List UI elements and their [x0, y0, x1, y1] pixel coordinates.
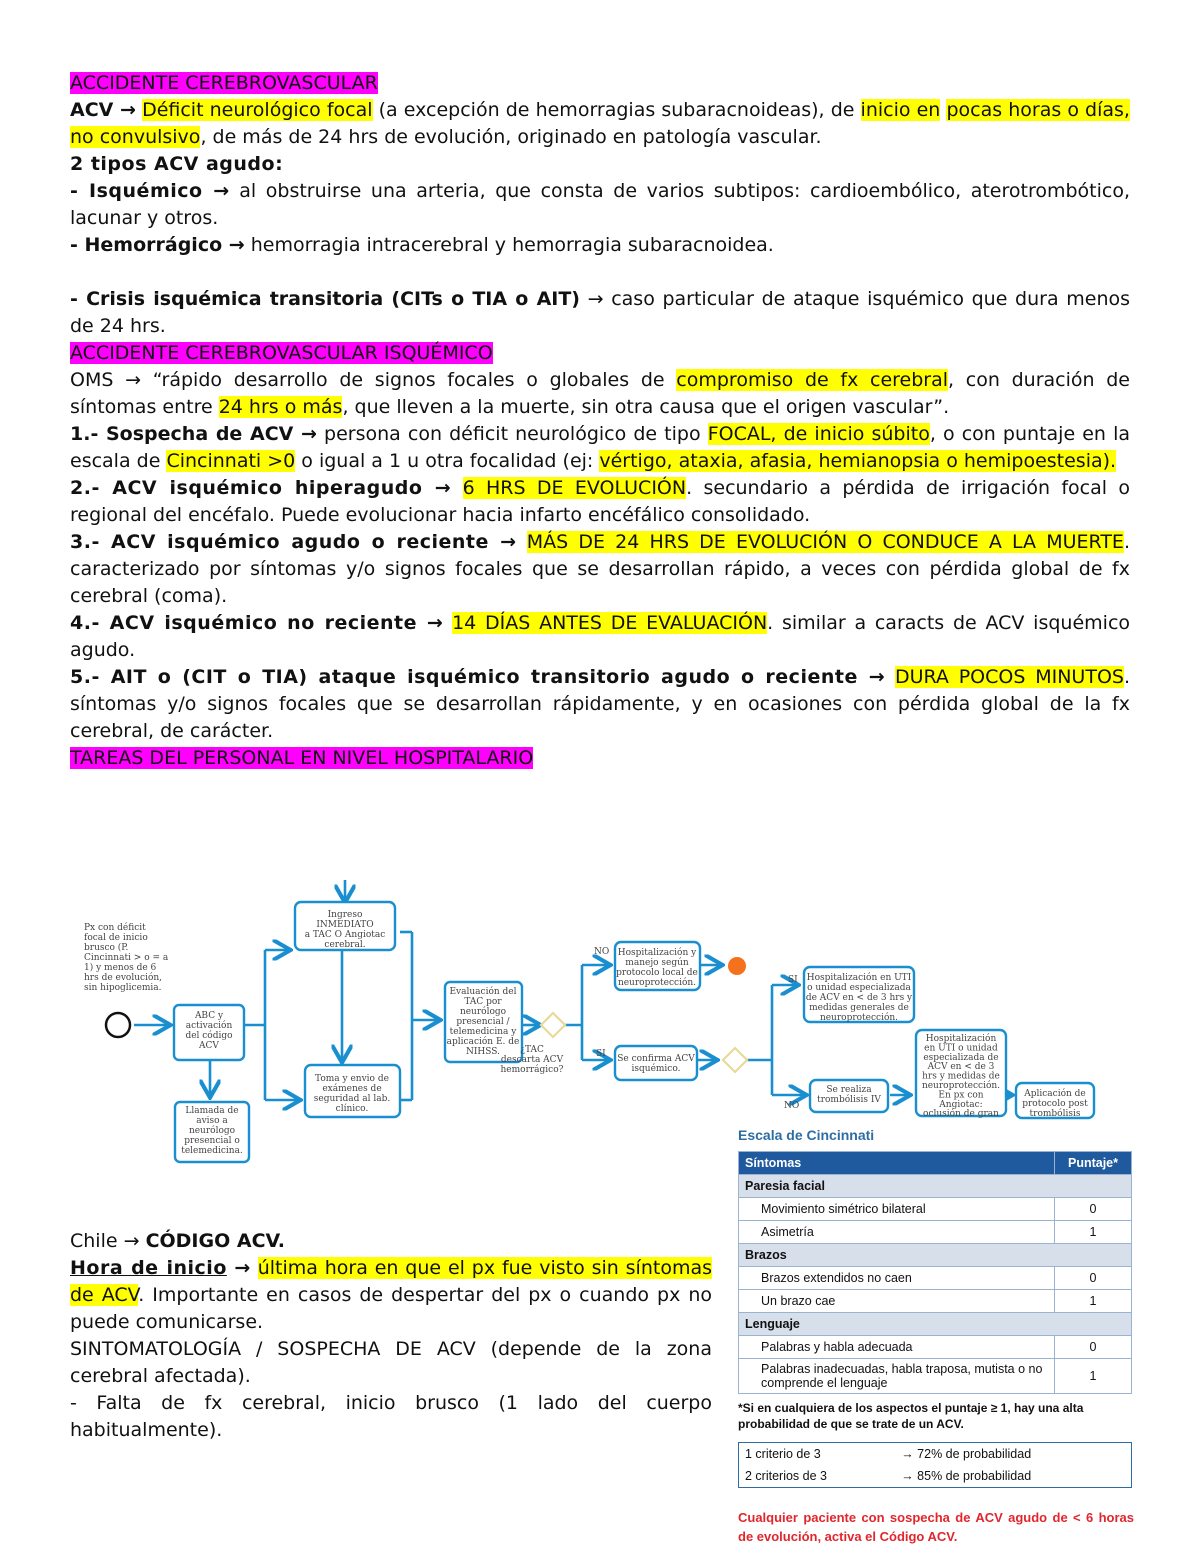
table-row: Palabras inadecuadas, habla traposa, mutista o no comprende el lenguaje [739, 1359, 1055, 1394]
flow-branch-no: NO [784, 1101, 800, 1111]
start-node [106, 1013, 130, 1037]
table-row: Palabras y habla adecuada [739, 1336, 1055, 1359]
hemorragico-line: - Hemorrágico → hemorragia intracerebral y hemorragia subaracnoidea. [70, 234, 774, 256]
flowchart [70, 870, 1130, 1170]
cincinnati-title: Escala de Cincinnati [738, 1127, 875, 1143]
flow-label-llamada: Llamada de aviso a neurólogo presencial o telemedicina. [181, 1106, 243, 1156]
table-row: Movimiento simétrico bilateral [739, 1198, 1055, 1221]
flow-branch-si: SI [788, 975, 798, 985]
table-row: 1 criterio de 3 [745, 1447, 821, 1461]
flow-label-hosp_uti2: Hospitalización en UTI o unidad especializada de ACV en < de 3 hrs y medidas de neuroprotección. En px con Angiotac: oclusión de gran [921, 1034, 1001, 1120]
main-text [70, 70, 1130, 772]
chile-line: Chile → CÓDIGO ACV. [70, 1230, 285, 1252]
bottom-text [70, 1228, 712, 1444]
cincinnati-panel [738, 1127, 1134, 1546]
flow-branch-si: SI [596, 1049, 606, 1059]
flow-label-q1: ¿TAC descarta ACV hemorrágico? [500, 1045, 564, 1075]
cincinnati-note: *Si en cualquiera de los aspectos el puntaje ≥ 1, hay una alta probabilidad de que se trate de un ACV. [738, 1401, 1084, 1431]
oms-definition: OMS → “rápido desarrollo de signos focales o globales de compromiso de fx cerebral, con duración de síntomas entre 24 hrs o más, que lleven a la muerte, sin otra causa que el origen vascular”. [70, 369, 1130, 418]
codigo-acv-warning: Cualquier paciente con sospecha de ACV agudo de < 6 horas de evolución, activa el Código ACV. [738, 1510, 1134, 1544]
sintomatologia: SINTOMATOLOGÍA / SOSPECHA DE ACV (depende de la zona cerebral afectada). [70, 1338, 712, 1387]
flow-label-toma: Toma y envio de exámenes de seguridad al lab. clínico. [313, 1074, 391, 1114]
table-row: Un brazo cae [739, 1290, 1055, 1313]
table-row: Asimetría [739, 1221, 1055, 1244]
flow-label-hosp1: Hospitalización y manejo según protocolo local de neuroprotección. [616, 948, 698, 988]
group-paresia: Paresia facial [739, 1175, 1132, 1198]
diamond-tac [541, 1013, 565, 1037]
end-dot [728, 957, 746, 975]
flow-label-evaluacion: Evaluación del TAC por neurólogo presencial / telemedicina y aplicación E. de NIHSS. [446, 987, 520, 1057]
probability-table: 1 criterio de 3 → 72% de probabilidad 2 criterios de 3 → 85% de probabilidad [738, 1442, 1132, 1488]
flow-label-ingreso: Ingreso INMEDIATO a TAC O Angiotac cerebral. [304, 910, 386, 950]
flow-label-abc: ABC y activación del código ACV [185, 1011, 233, 1051]
item-5: 5.- AIT o (CIT o TIA) ataque isquémico transitorio agudo o reciente → DURA POCOS MINUTOS. síntomas y/o signos focales que se desarrollan rápidamente, y en ocasiones con pérdida global de la fx cerebral, de carácter. [70, 666, 1131, 742]
flow-label-hosp_uti: Hospitalización en UTI o unidad especializada de ACV en < de 3 hrs y medidas generales de neuroprotección. [805, 973, 913, 1023]
tipos-title: 2 tipos ACV agudo: [70, 153, 284, 175]
group-lenguaje: Lenguaje [739, 1313, 1132, 1336]
col-sintomas: Síntomas [739, 1152, 1055, 1175]
doc-title: ACCIDENTE CEREBROVASCULAR [70, 72, 378, 94]
section-title-isquemico: ACCIDENTE CEREBROVASCULAR ISQUÉMICO [70, 342, 493, 364]
acv-definition: ACV → Déficit neurológico focal (a excepción de hemorragias subaracnoideas), de inicio en pocas horas o días, no convulsivo, de más de 24 hrs de evolución, originado en patología vascular. [70, 99, 1130, 148]
item-3: 3.- ACV isquémico agudo o reciente → MÁS DE 24 HRS DE EVOLUCIÓN O CONDUCE A LA MUERTE. caracterizado por síntomas y/o signos focales que se desarrollan rápido, a veces con pérdida global de fx cerebral (coma). [70, 531, 1130, 607]
item-1: 1.- Sospecha de ACV → persona con déficit neurológico de tipo FOCAL, de inicio súbito, o con puntaje en la escala de Cincinnati >0 o igual a 1 u otra focalidad (ej: vértigo, ataxia, afasia, hemianopsia o hemipoestesia). [70, 423, 1130, 472]
isquemico-line: - Isquémico → al obstruirse una arteria, que consta de varios subtipos: cardioembólico, aterotrombótico, lacunar y otros. [70, 180, 1131, 229]
flow-label-confirma: Se confirma ACV isquémico. [617, 1054, 695, 1074]
flow-label-trombolisis: Se realiza trombólisis IV [817, 1085, 881, 1105]
cincinnati-table: Síntomas Puntaje* Paresia facial Movimiento simétrico bilateral 0 Asimetría 1 Brazos Brazos extendidos no caen 0 Un brazo cae 1 Lenguaje Palabras y habla adecuada 0 Palabras inadecuadas, habla traposa, mutista o no comprende el lenguaje 1 [738, 1151, 1132, 1394]
crisis-line: - Crisis isquémica transitoria (CITs o TIA o AIT) → caso particular de ataque isquémico que dura menos de 24 hrs. [70, 288, 1131, 337]
item-2: 2.- ACV isquémico hiperagudo → 6 HRS DE EVOLUCIÓN. secundario a pérdida de irrigación focal o regional del encéfalo. Puede evolucionar hacia infarto encéfálico consolidado. [70, 477, 1130, 526]
falta-fx: - Falta de fx cerebral, inicio brusco (1 lado del cuerpo habitualmente). [70, 1392, 712, 1441]
flow-branch-no: NO [594, 947, 610, 957]
diamond-confirma [723, 1048, 747, 1072]
item-4: 4.- ACV isquémico no reciente → 14 DÍAS ANTES DE EVALUACIÓN. similar a caracts de ACV isquémico agudo. [70, 612, 1131, 661]
hora-inicio: Hora de inicio → última hora en que el px fue visto sin síntomas de ACV. Importante en casos de despertar del px o cuando px no puede comunicarse. [70, 1257, 712, 1333]
flow-label-start: Px con déficit focal de inicio brusco (P. Cincinnati > o = a 1) y menos de 6 hrs de evolución, sin hipoglicemia. [84, 923, 169, 993]
flowchart-svg [70, 870, 1130, 1170]
section-title-tareas: TAREAS DEL PERSONAL EN NIVEL HOSPITALARIO [70, 747, 534, 769]
table-row: Brazos extendidos no caen [739, 1267, 1055, 1290]
group-brazos: Brazos [739, 1244, 1132, 1267]
col-puntaje: Puntaje* [1055, 1152, 1132, 1175]
flow-label-aplicacion: Aplicación de protocolo post trombólisis [1022, 1089, 1088, 1119]
table-row: 2 criterios de 3 [745, 1469, 827, 1483]
